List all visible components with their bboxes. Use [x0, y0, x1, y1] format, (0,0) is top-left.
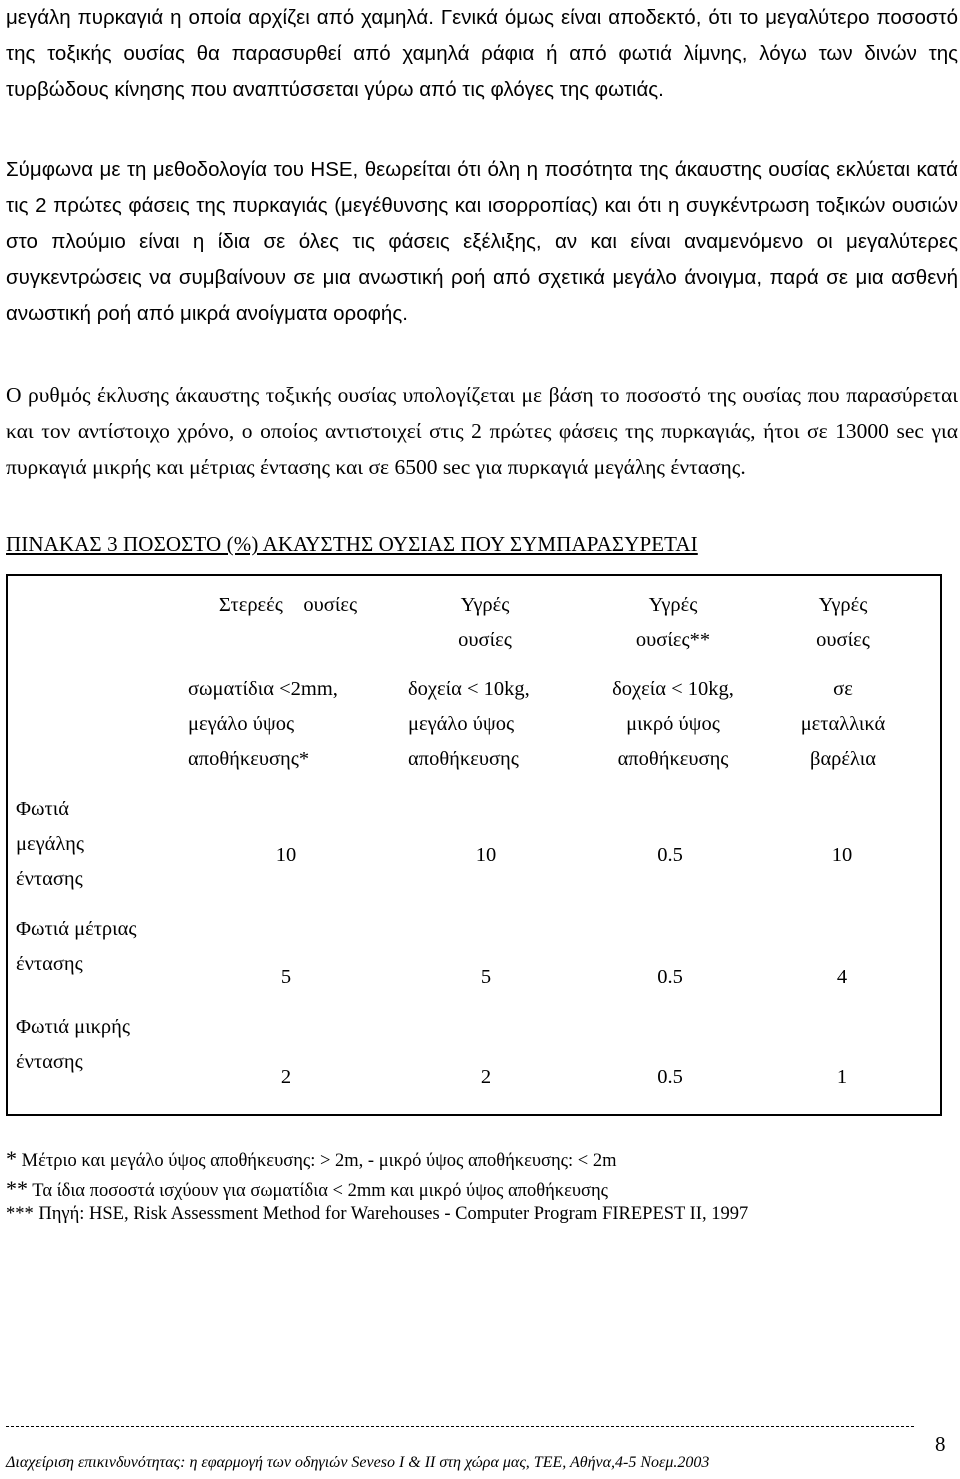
footnote-mark: ***	[6, 1204, 34, 1224]
column-detail-1: σωματίδια <2mm, μεγάλο ύψος αποθήκευσης*	[188, 678, 338, 770]
table-cell: 0.5	[657, 966, 683, 988]
table-cell: 10	[275, 844, 297, 866]
table-title: ΠΙΝΑΚΑΣ 3 ΠΟΣΟΣΤΟ (%) ΑΚΑΥΣΤΗΣ ΟΥΣΙΑΣ ΠΟΥ ΣΥΜΠΑΡΑΣΥΡΕΤΑΙ	[6, 532, 698, 556]
column-detail-2: δοχεία < 10kg, μεγάλο ύψος αποθήκευσης	[408, 678, 530, 770]
table-cell: 5	[480, 966, 492, 988]
footnote-3	[6, 1204, 748, 1225]
body-paragraph-2: Σύμφωνα με τη μεθοδολογία του HSE, θεωρείται ότι όλη η ποσότητα της άκαυστης ουσίας εκλύεται κατά τις 2 πρώτες φάσεις της πυρκαγιάς (μεγέθυνσης και ισορροπίας) και ότι η συγκέντρωση τοξικών ουσιών στο πλούμιο είναι η ίδια σε όλες τις φάσεις εξέλιξης, αν και είναι αναμενόμενο οι μεγαλύτερες συγκεντρώσεις να συμβαίνουν σε μια ανωστική ροή από σχετικά μεγάλο άνοιγμα, παρά σε μια ασθενή ανωστική ροή από μικρά ανοίγματα οροφής.	[6, 158, 958, 325]
table-cell: 10	[475, 844, 497, 866]
footnote-text: Τα ίδια ποσοστά ισχύουν για σωματίδια < 2mm και μικρό ύψος αποθήκευσης	[28, 1181, 609, 1201]
table-cell: 0.5	[657, 844, 683, 866]
row-label-small-fire: Φωτιά μικρής έντασης	[16, 1016, 131, 1073]
footer-divider	[6, 1426, 914, 1427]
table-cell: 1	[836, 1066, 848, 1088]
page-number: 8	[935, 1432, 946, 1456]
column-detail-4: σε μεταλλικά βαρέλια	[800, 678, 886, 770]
footnote-2	[6, 1176, 608, 1202]
table-cell: 0.5	[657, 1066, 683, 1088]
body-paragraph-3: Ο ρυθμός έκλυσης άκαυστης τοξικής ουσίας υπολογίζεται με βάση το ποσοστό της ουσίας που παρασύρεται και τον αντίστοιχο χρόνο, ο οποίος αντιστοιχεί στις 2 πρώτες φάσεις της πυρκαγιάς, ήτοι σε 13000 sec για πυρκαγιά μικρής και μέτριας έντασης και σε 6500 sec για πυρκαγιά μεγάλης έντασης.	[6, 383, 958, 479]
table-cell: 2	[480, 1066, 492, 1088]
data-table	[6, 574, 942, 1116]
column-type-1: Στερεές ουσίες	[218, 594, 358, 616]
column-detail-3: δοχεία < 10kg, μικρό ύψος αποθήκευσης	[612, 678, 734, 770]
footnote-mark: **	[6, 1176, 28, 1201]
column-type-2: Υγρές ουσίες	[458, 594, 512, 651]
table-cell: 10	[831, 844, 853, 866]
table-cell: 2	[280, 1066, 292, 1088]
footnote-text: Μέτριο και μεγάλο ύψος αποθήκευσης: > 2m, - μικρό ύψος αποθήκευσης: < 2m	[17, 1151, 617, 1171]
column-type-4: Υγρές ουσίες	[816, 594, 870, 651]
row-label-medium-fire: Φωτιά μέτριας έντασης	[16, 918, 137, 975]
footer-text: Διαχείριση επικινδυνότητας: η εφαρμογή των οδηγιών Seveso I & II στη χώρα μας, ΤΕΕ, Αθήνα,4-5 Νοεμ.2003	[6, 1454, 710, 1471]
body-paragraph-1: μεγάλη πυρκαγιά η οποία αρχίζει από χαμηλά. Γενικά όμως είναι αποδεκτό, ότι το μεγαλύτερο ποσοστό της τοξικής ουσίας θα παρασυρθεί από χαμηλά ράφια ή από φωτιά λίμνης, λόγω των δινών της τυρβώδους κίνησης που αναπτύσσεται γύρω από τις φλόγες της φωτιάς.	[6, 6, 958, 101]
footnote-text: Πηγή: HSE, Risk Assessment Method for Warehouses - Computer Program FIREPEST II, 1997	[33, 1204, 749, 1224]
footnote-1	[6, 1146, 616, 1172]
table-cell: 4	[836, 966, 848, 988]
table-cell: 5	[280, 966, 292, 988]
footnote-mark: *	[6, 1146, 17, 1171]
row-label-large-fire: Φωτιά μεγάλης έντασης	[16, 798, 84, 890]
column-type-3: Υγρές ουσίες**	[635, 594, 711, 651]
